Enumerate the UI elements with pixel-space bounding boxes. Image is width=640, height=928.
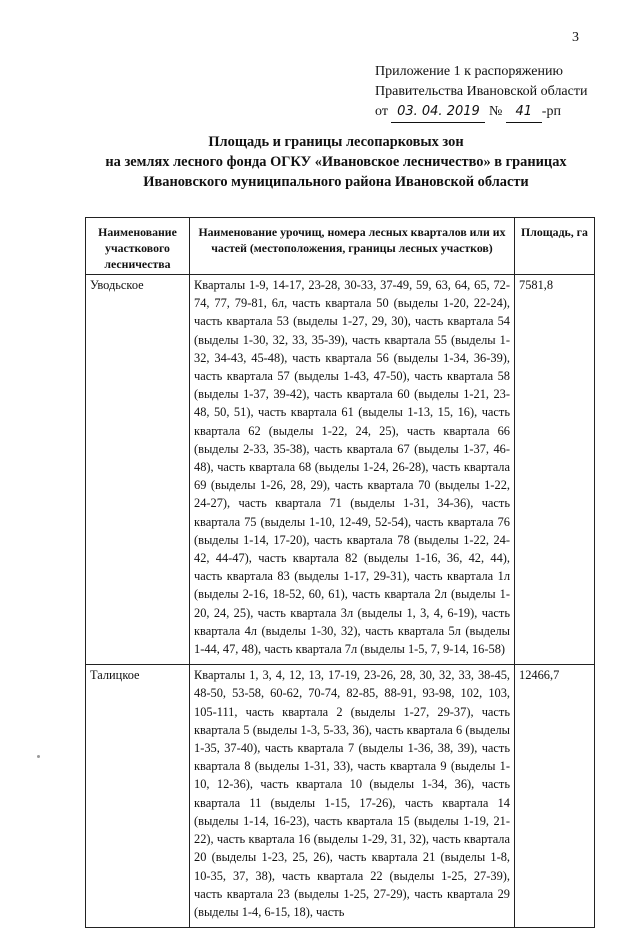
forestry-area: 7581,8 xyxy=(515,275,595,665)
table-row xyxy=(86,665,595,928)
appendix-line-2: Правительства Ивановской области xyxy=(375,84,588,99)
handwritten-date: 03. 04. 2019 xyxy=(391,102,485,123)
header-area: Площадь, га xyxy=(515,218,595,275)
scan-speck xyxy=(37,755,40,758)
date-prefix: от xyxy=(375,104,388,119)
forestry-description: Кварталы 1, 3, 4, 12, 13, 17-19, 23-26, 28, 30, 32, 33, 38-45, 48-50, 53-58, 60-62, 70-74, 82-85, 88-91, 93-98, 102, 103, 105-111, часть квартала 2 (выделы 1-27, 29-37), часть квартала 5 (выделы 1-3, 5-33, 36), часть квартала 6 (выделы 1-35, 37-40), часть квартала 7 (выделы 1-36, 38, 39), часть квартала 8 (выделы 1-31, 33), часть квартала 9 (выделы 1-10, 12-36), часть квартала 10 (выделы 1-34, 36), часть квартала 11 (выделы 1-15, 17-26), часть квартала 14 (выделы 1-14, 16-23), часть квартала 15 (выделы 1-19, 21-22), часть квартала 16 (выделы 1-29, 31, 32), часть квартала 20 (выделы 1-23, 25, 26), часть квартала 21 (выделы 1-8, 10-35, 37, 38), часть квартала 22 (выделы 1-25, 27-39), часть квартала 23 (выделы 1-25, 27-29), часть квартала 29 (выделы 1-4, 6-15, 18), часть xyxy=(190,665,515,928)
forestry-area: 12466,7 xyxy=(515,665,595,928)
appendix-date-line xyxy=(375,102,587,123)
table-header-row xyxy=(86,218,595,275)
appendix-line-1: Приложение 1 к распоряжению xyxy=(375,64,563,79)
title-line-1: Площадь и границы лесопарковых зон xyxy=(208,134,464,150)
page-number: 3 xyxy=(572,30,579,45)
title-line-3: Ивановского муниципального района Ивановской области xyxy=(143,174,529,190)
table-row xyxy=(86,275,595,665)
header-forestry: Наименование участкового лесничества xyxy=(86,218,190,275)
header-description: Наименование урочищ, номера лесных кварталов или их частей (местоположения, границы лесных участков) xyxy=(190,218,515,275)
forest-zones-table xyxy=(85,217,595,928)
handwritten-number: 41 xyxy=(506,102,542,123)
forestry-description: Кварталы 1-9, 14-17, 23-28, 30-33, 37-49, 59, 63, 64, 65, 72-74, 77, 79-81, 6л, часть квартала 50 (выделы 1-20, 22-24), часть квартала 53 (выделы 1-27, 29, 30), часть квартала 54 (выделы 1-30, 32, 33, 35-39), часть квартала 55 (выделы 1-32, 34-43, 45-48), часть квартала 56 (выделы 1-34, 36-39), часть квартала 57 (выделы 1-43, 47-50), часть квартала 58 (выделы 1-37, 39-42), часть квартала 60 (выделы 1-21, 23-48, 50, 51), часть квартала 61 (выделы 1-13, 15, 16), часть квартала 62 (выделы 1-22, 24, 25), часть квартала 66 (выделы 2-33, 35-38), часть квартала 67 (выделы 1-37, 46-48), часть квартала 68 (выделы 1-24, 26-28), часть квартала 69 (выделы 1-26, 28, 29), часть квартала 70 (выделы 1-22, 24-27), часть квартала 71 (выделы 1-31, 34-36), часть квартала 75 (выделы 1-10, 12-49, 52-54), часть квартала 76 (выделы 1-14, 17-20), часть квартала 78 (выделы 1-22, 24-42, 44-47), часть квартала 82 (выделы 1-16, 36, 42, 44), часть квартала 83 (выделы 1-17, 29-31), часть квартала 1л (выделы 2-16, 18-52, 60, 61), часть квартала 2л (выделы 1-20, 24, 25), часть квартала 3л (выделы 1, 3, 4, 6-19), часть квартала 4л (выделы 1-30, 32), часть квартала 5л (выделы 1-44, 47, 48), часть квартала 7л (выделы 1-5, 7, 9-14, 16-58) xyxy=(190,275,515,665)
title-line-2: на землях лесного фонда ОГКУ «Ивановское лесничество» в границах xyxy=(105,154,567,170)
number-prefix: № xyxy=(488,104,503,119)
forestry-name: Уводьское xyxy=(86,275,190,665)
forestry-name: Талицкое xyxy=(86,665,190,928)
document-title xyxy=(60,132,612,192)
number-suffix: -рп xyxy=(541,104,561,119)
appendix-header xyxy=(375,62,587,123)
